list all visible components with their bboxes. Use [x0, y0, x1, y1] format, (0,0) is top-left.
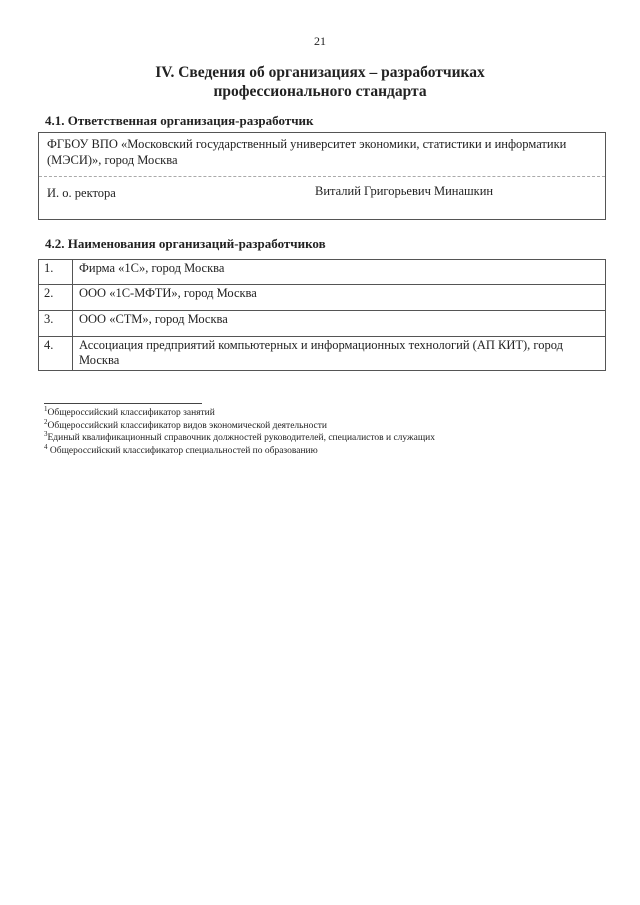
footnote-mark: 2 — [44, 417, 48, 426]
row-number: 2. — [39, 285, 73, 311]
responsible-organization-name: ФГБОУ ВПО «Московский государственный университет экономики, статистики и информатики (МЭСИ)», город Москва — [47, 137, 567, 167]
footnote-text: Общероссийский классификатор занятий — [47, 408, 215, 418]
developers-table — [38, 259, 606, 371]
table-row — [39, 260, 606, 285]
organization-name: ООО «1С-МФТИ», город Москва — [73, 285, 606, 311]
footnote-text: Общероссийский классификатор специальностей по образованию — [47, 445, 318, 456]
footnote-separator — [44, 403, 202, 404]
footnote-text: Общероссийский классификатор видов экономической деятельности — [47, 420, 328, 431]
footnote-mark: 1 — [44, 404, 48, 413]
footnote — [44, 404, 584, 420]
row-number: 3. — [39, 311, 73, 337]
footnote — [44, 429, 584, 445]
developers-heading: 4.2. Наименования организаций-разработчиков — [45, 236, 326, 251]
section-title-line-1: IV. Сведения об организациях – разработчиках — [155, 64, 485, 81]
table-row — [39, 337, 606, 371]
responsible-box-divider — [39, 176, 605, 177]
responsible-position: И. о. ректора — [47, 186, 116, 200]
responsible-person-name: Виталий Григорьевич Минашкин — [315, 184, 494, 198]
table-row — [39, 285, 606, 311]
organization-name: ООО «СТМ», город Москва — [73, 311, 606, 337]
footnote-text: Единый квалификационный справочник должностей руководителей, специалистов и служащих — [47, 433, 435, 443]
row-number: 4. — [39, 337, 73, 371]
footnotes — [44, 404, 584, 457]
organization-name: Ассоциация предприятий компьютерных и информационных технологий (АП КИТ), город Москва — [73, 337, 606, 371]
footnote-mark: 3 — [44, 429, 48, 438]
row-number: 1. — [39, 260, 73, 285]
footnote — [44, 417, 584, 433]
footnote — [44, 442, 584, 458]
page-number: 21 — [314, 34, 326, 48]
table-row — [39, 311, 606, 337]
footnote-mark: 4 — [44, 442, 48, 451]
section-title-line-2: профессионального стандарта — [213, 83, 427, 100]
responsible-heading: 4.1. Ответственная организация-разработчик — [45, 113, 314, 128]
organization-name: Фирма «1С», город Москва — [73, 260, 606, 285]
responsible-organization-box — [38, 132, 606, 220]
section-title — [100, 63, 540, 101]
